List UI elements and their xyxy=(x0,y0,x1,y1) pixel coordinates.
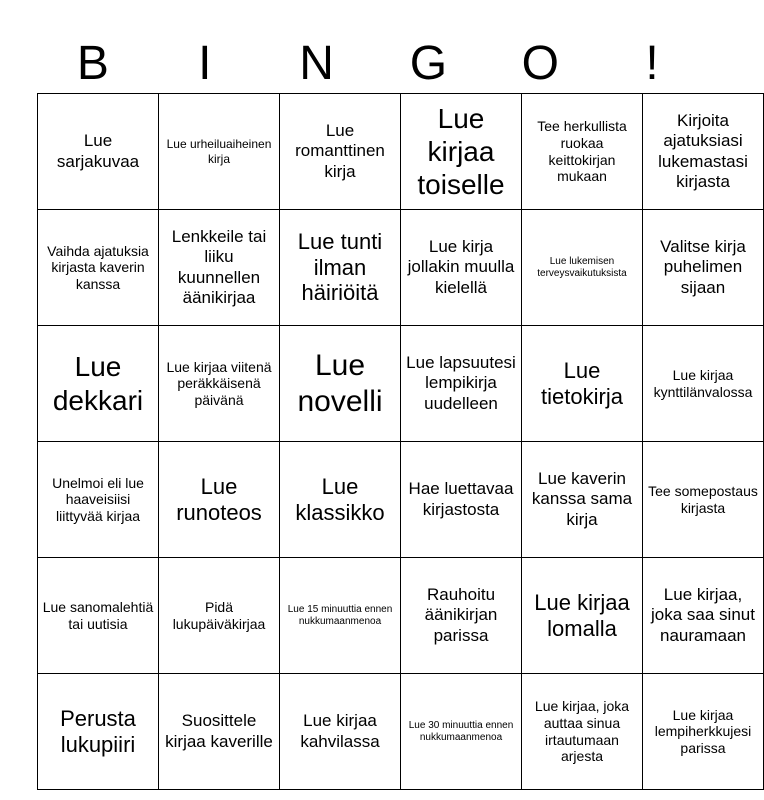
bingo-cell[interactable]: Vaihda ajatuksia kirjasta kaverin kanssa xyxy=(38,210,159,326)
board-row xyxy=(38,674,764,790)
bingo-cell[interactable]: Lue kirjaa toiselle xyxy=(401,94,522,210)
bingo-title xyxy=(37,34,708,94)
bingo-cell[interactable]: Lue urheiluaiheinen kirja xyxy=(159,94,280,210)
bingo-cell[interactable]: Lue kirjaa lempiherkkujesi parissa xyxy=(643,674,764,790)
bingo-cell[interactable]: Lue lukemisen terveysvaikutuksista xyxy=(522,210,643,326)
bingo-cell[interactable]: Kirjoita ajatuksiasi lukemastasi kirjasta xyxy=(643,94,764,210)
bingo-cell[interactable]: Lue lapsuutesi lempikirja uudelleen xyxy=(401,326,522,442)
bingo-cell[interactable]: Lue 15 minuuttia ennen nukkumaanmenoa xyxy=(280,558,401,674)
board-row xyxy=(38,442,764,558)
bingo-cell[interactable]: Lue kirjaa kynttilänvalossa xyxy=(643,326,764,442)
bingo-cell[interactable]: Lue 30 minuuttia ennen nukkumaanmenoa xyxy=(401,674,522,790)
bingo-cell[interactable]: Lue kirjaa viitenä peräkkäisenä päivänä xyxy=(159,326,280,442)
bingo-cell[interactable]: Lue kirjaa kahvilassa xyxy=(280,674,401,790)
bingo-cell[interactable]: Valitse kirja puhelimen sijaan xyxy=(643,210,764,326)
title-letter-n: N xyxy=(299,37,334,90)
bingo-cell[interactable]: Lue tunti ilman häiriöitä xyxy=(280,210,401,326)
bingo-cell[interactable]: Lue tietokirja xyxy=(522,326,643,442)
bingo-cell[interactable]: Lue kirja jollakin muulla kielellä xyxy=(401,210,522,326)
board-row xyxy=(38,558,764,674)
board-row xyxy=(38,210,764,326)
bingo-cell[interactable]: Lue dekkari xyxy=(38,326,159,442)
title-letter-o: O xyxy=(521,37,559,90)
bingo-cell[interactable]: Unelmoi eli lue haaveisiisi liittyvää kirjaa xyxy=(38,442,159,558)
bingo-cell[interactable]: Lue sanomalehtiä tai uutisia xyxy=(38,558,159,674)
bingo-cell[interactable]: Lue kaverin kanssa sama kirja xyxy=(522,442,643,558)
board-row xyxy=(38,94,764,210)
bingo-cell[interactable]: Lue sarjakuvaa xyxy=(38,94,159,210)
board-row xyxy=(38,326,764,442)
title-letter-b: B xyxy=(76,37,109,90)
bingo-cell[interactable]: Pidä lukupäiväkirjaa xyxy=(159,558,280,674)
bingo-cell[interactable]: Perusta lukupiiri xyxy=(38,674,159,790)
title-letter-i: I xyxy=(198,37,212,90)
bingo-cell[interactable]: Lenkkeile tai liiku kuunnellen äänikirjaa xyxy=(159,210,280,326)
title-letter-g: G xyxy=(409,37,448,90)
bingo-cell[interactable]: Tee somepostaus kirjasta xyxy=(643,442,764,558)
bingo-cell[interactable]: Lue runoteos xyxy=(159,442,280,558)
bingo-board xyxy=(37,93,764,790)
bingo-cell[interactable]: Lue kirjaa, joka saa sinut nauramaan xyxy=(643,558,764,674)
bingo-cell[interactable]: Lue kirjaa lomalla xyxy=(522,558,643,674)
bingo-cell[interactable]: Suosittele kirjaa kaverille xyxy=(159,674,280,790)
bingo-cell[interactable]: Lue romanttinen kirja xyxy=(280,94,401,210)
title-exclamation: ! xyxy=(645,37,659,90)
bingo-cell[interactable]: Lue kirjaa, joka auttaa sinua irtautumaan arjesta xyxy=(522,674,643,790)
bingo-cell[interactable]: Lue klassikko xyxy=(280,442,401,558)
bingo-cell[interactable]: Hae luettavaa kirjastosta xyxy=(401,442,522,558)
bingo-cell[interactable]: Tee herkullista ruokaa keittokirjan mukaan xyxy=(522,94,643,210)
bingo-cell[interactable]: Lue novelli xyxy=(280,326,401,442)
bingo-cell[interactable]: Rauhoitu äänikirjan parissa xyxy=(401,558,522,674)
